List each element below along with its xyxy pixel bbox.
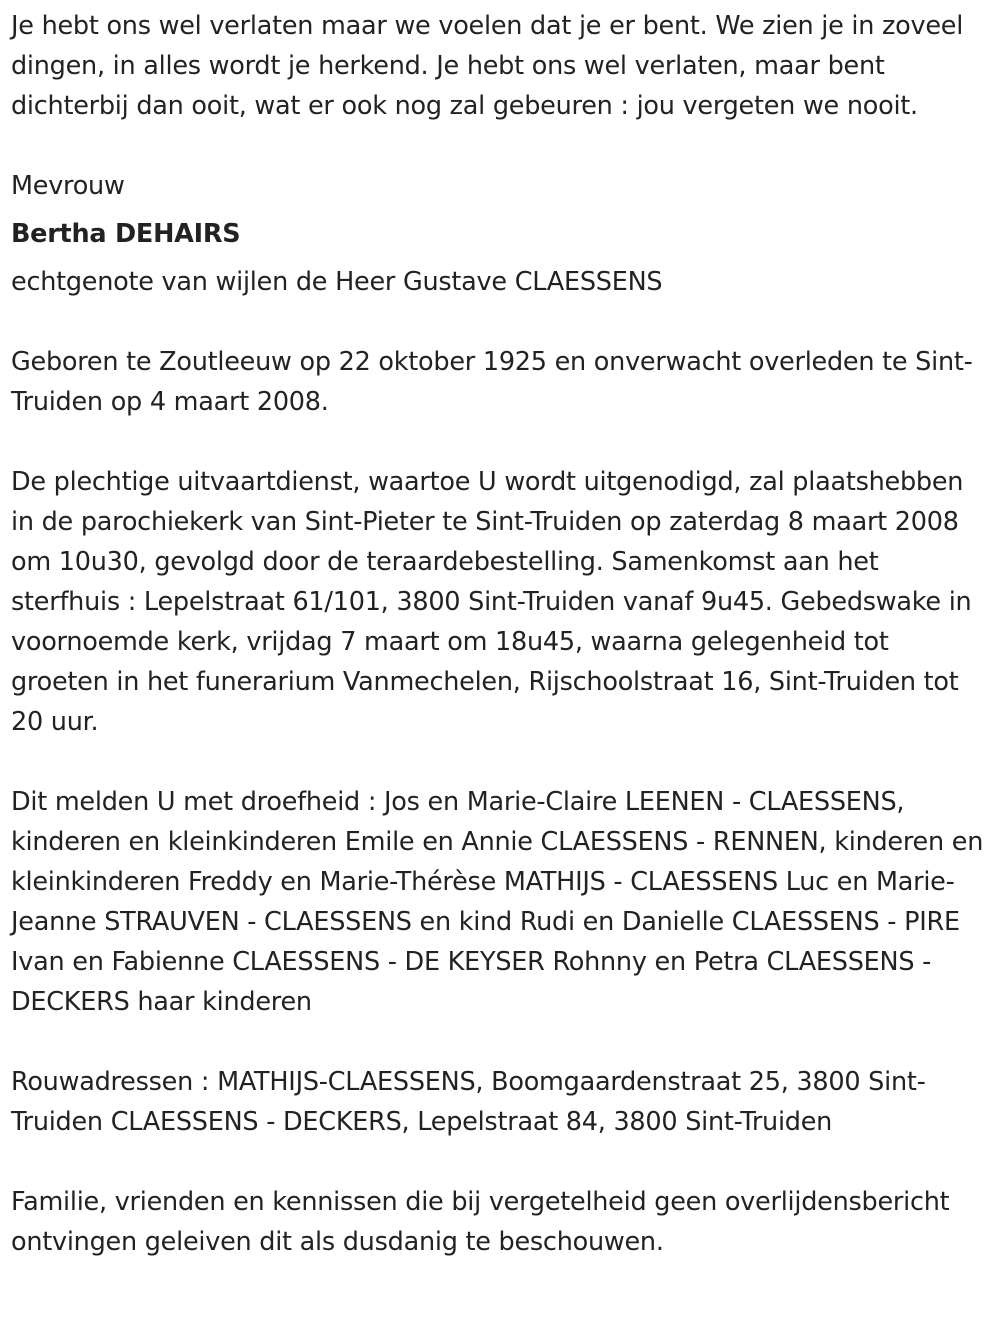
obituary-document bbox=[11, 6, 991, 1262]
notice-paragraph: Familie, vrienden en kennissen die bij vergetelheid geen overlijdensbericht ontvingen geleiven dit als dusdanig te beschouwen. bbox=[11, 1187, 950, 1257]
funeral-paragraph: De plechtige uitvaartdienst, waartoe U wordt uitgenodigd, zal plaatshebben in de parochiekerk van Sint-Pieter te Sint-Truiden op zaterdag 8 maart 2008 om 10u30, gevolgd door de teraardebestelling. Samenkomst aan het sterfhuis : Lepelstraat 61/101, 3800 Sint-Truiden vanaf 9u45. Gebedswake in voornoemde kerk, vrijdag 7 maart om 18u45, waarna gelegenheid tot groeten in het funerarium Vanmechelen, Rijschoolstraat 16, Sint-Truiden tot 20 uur. bbox=[11, 467, 972, 737]
addresses-paragraph: Rouwadressen : MATHIJS-CLAESSENS, Boomgaardenstraat 25, 3800 Sint-Truiden CLAESSENS - DECKERS, Lepelstraat 84, 3800 Sint-Truiden bbox=[11, 1067, 926, 1137]
spacer bbox=[11, 1022, 991, 1062]
family-paragraph: Dit melden U met droefheid : Jos en Marie-Claire LEENEN - CLAESSENS, kinderen en kleinkinderen Emile en Annie CLAESSENS - RENNEN, kinderen en kleinkinderen Freddy en Marie-Thérèse MATHIJS - CLAESSENS Luc en Marie-Jeanne STRAUVEN - CLAESSENS en kind Rudi en Danielle CLAESSENS - PIRE Ivan en Fabienne CLAESSENS - DE KEYSER Rohnny en Petra CLAESSENS - DECKERS haar kinderen bbox=[11, 787, 984, 1017]
salutation: Mevrouw bbox=[11, 171, 125, 201]
deceased-name: Bertha DEHAIRS bbox=[11, 219, 241, 249]
spacer bbox=[11, 742, 991, 782]
spacer bbox=[11, 302, 991, 342]
birth-death-paragraph: Geboren te Zoutleeuw op 22 oktober 1925 en onverwacht overleden te Sint-Truiden op 4 maart 2008. bbox=[11, 347, 973, 417]
spouse-line: echtgenote van wijlen de Heer Gustave CLAESSENS bbox=[11, 267, 663, 297]
spacer bbox=[11, 1142, 991, 1182]
spacer bbox=[11, 422, 991, 462]
verse-paragraph: Je hebt ons wel verlaten maar we voelen dat je er bent. We zien je in zoveel dingen, in alles wordt je herkend. Je hebt ons wel verlaten, maar bent dichterbij dan ooit, wat er ook nog zal gebeuren : jou vergeten we nooit. bbox=[11, 11, 964, 121]
spacer bbox=[11, 126, 991, 166]
